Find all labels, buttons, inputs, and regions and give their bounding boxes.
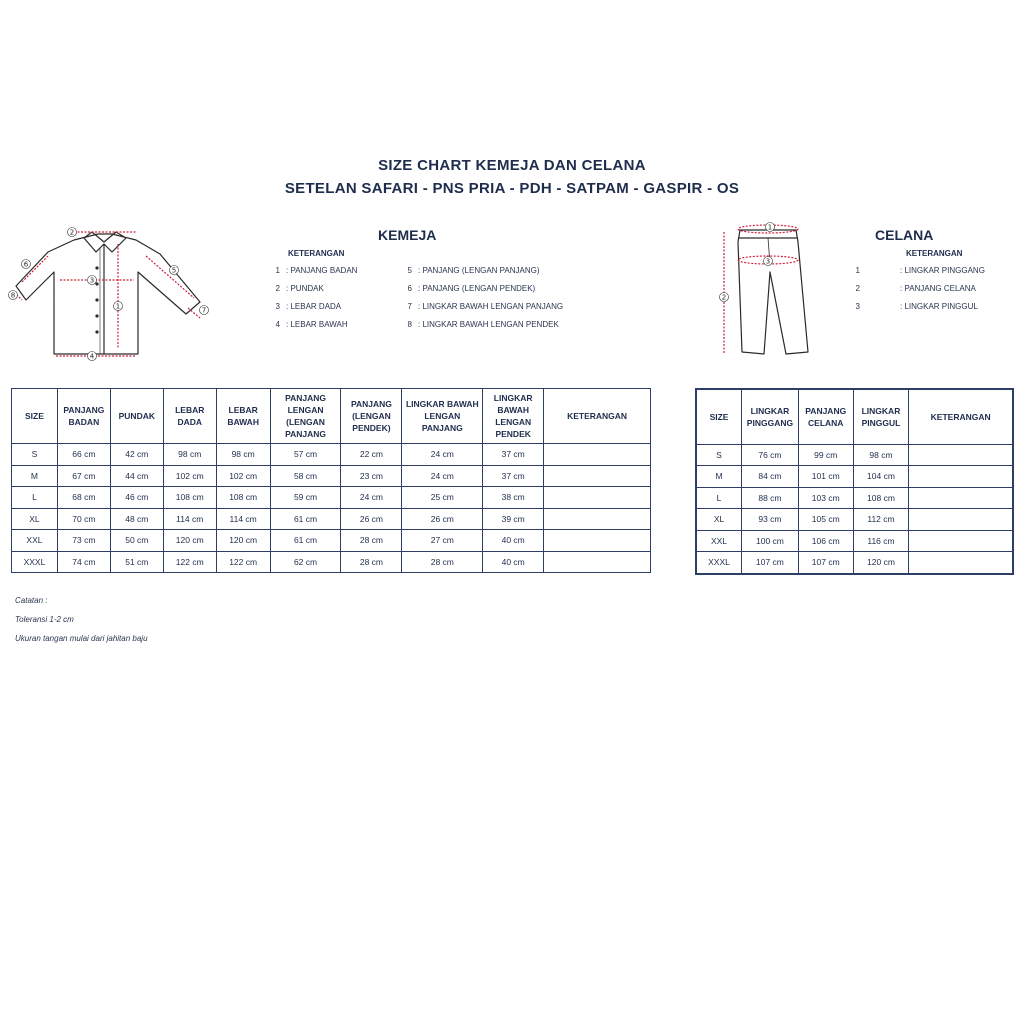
kemeja-legend-item: 6 : PANJANG (LENGAN PENDEK) xyxy=(407,284,536,293)
table-cell: 44 cm xyxy=(110,465,163,487)
celana-table-row xyxy=(696,530,1013,552)
table-cell: 101 cm xyxy=(798,466,853,488)
table-cell: 103 cm xyxy=(798,487,853,509)
table-cell: 39 cm xyxy=(483,508,544,530)
svg-text:2: 2 xyxy=(69,228,75,237)
svg-text:1: 1 xyxy=(115,302,121,311)
table-cell: 37 cm xyxy=(483,444,544,466)
kemeja-col-header: PANJANG BADAN xyxy=(57,389,110,444)
table-cell: 120 cm xyxy=(216,530,270,552)
size-cell: L xyxy=(12,487,58,509)
celana-legend-item: 1 : LINGKAR PINGGANG xyxy=(855,266,985,275)
table-cell: 70 cm xyxy=(57,508,110,530)
table-cell: 114 cm xyxy=(216,508,270,530)
size-cell: XXL xyxy=(696,530,742,552)
notes-line-sleeve: Ukuran tangan mulai dari jahitan baju xyxy=(15,634,148,643)
table-cell: 99 cm xyxy=(798,444,853,466)
table-cell xyxy=(544,487,651,509)
kemeja-size-table xyxy=(11,388,651,573)
celana-legend xyxy=(850,266,985,320)
table-cell: 28 cm xyxy=(402,551,483,573)
size-cell: XL xyxy=(12,508,58,530)
table-cell: 93 cm xyxy=(742,509,799,531)
shirt-marker-5 xyxy=(170,266,179,275)
table-cell xyxy=(909,487,1013,509)
kemeja-legend-item: 8 : LINGKAR BAWAH LENGAN PENDEK xyxy=(407,320,559,329)
table-cell xyxy=(544,530,651,552)
shirt-marker-6 xyxy=(22,260,31,269)
page-title: SIZE CHART KEMEJA DAN CELANA xyxy=(378,157,646,174)
table-cell: 112 cm xyxy=(853,509,909,531)
table-cell: 57 cm xyxy=(270,444,341,466)
table-cell: 50 cm xyxy=(110,530,163,552)
table-cell: 73 cm xyxy=(57,530,110,552)
table-cell: 107 cm xyxy=(742,552,799,574)
shirt-marker-4 xyxy=(88,352,97,361)
celana-col-header: LINGKAR PINGGUL xyxy=(853,389,909,444)
page-subtitle: SETELAN SAFARI - PNS PRIA - PDH - SATPAM - GASPIR - OS xyxy=(284,180,740,197)
svg-text:7: 7 xyxy=(201,306,207,315)
celana-col-header: KETERANGAN xyxy=(909,389,1013,444)
table-cell: 24 cm xyxy=(402,465,483,487)
table-cell: 88 cm xyxy=(742,487,799,509)
kemeja-legend-item: 3 : LEBAR DADA xyxy=(275,302,342,311)
svg-text:8: 8 xyxy=(10,291,16,300)
table-cell xyxy=(544,444,651,466)
table-cell xyxy=(544,465,651,487)
kemeja-col-header: PANJANG LENGAN (LENGAN PANJANG xyxy=(270,389,341,444)
svg-text:6: 6 xyxy=(23,260,29,269)
pants-diagram xyxy=(712,220,812,360)
table-cell: 59 cm xyxy=(270,487,341,509)
celana-heading: CELANA xyxy=(875,227,934,243)
shirt-diagram xyxy=(8,222,216,364)
table-cell: 61 cm xyxy=(270,530,341,552)
size-cell: L xyxy=(696,487,742,509)
celana-col-header: SIZE xyxy=(696,389,742,444)
table-cell: 105 cm xyxy=(798,509,853,531)
table-cell: 74 cm xyxy=(57,551,110,573)
size-cell: S xyxy=(12,444,58,466)
table-cell: 58 cm xyxy=(270,465,341,487)
shirt-marker-3 xyxy=(88,276,97,285)
size-cell: M xyxy=(12,465,58,487)
kemeja-legend-col-right xyxy=(402,266,563,338)
table-cell: 104 cm xyxy=(853,466,909,488)
table-cell: 68 cm xyxy=(57,487,110,509)
table-cell: 76 cm xyxy=(742,444,799,466)
table-cell: 98 cm xyxy=(163,444,216,466)
kemeja-table-row xyxy=(12,530,651,552)
table-cell: 108 cm xyxy=(163,487,216,509)
celana-col-header: LINGKAR PINGGANG xyxy=(742,389,799,444)
table-cell: 37 cm xyxy=(483,465,544,487)
table-cell xyxy=(909,444,1013,466)
size-cell: XXXL xyxy=(12,551,58,573)
shirt-marker-1 xyxy=(114,302,123,311)
kemeja-legend-item: 1 : PANJANG BADAN xyxy=(275,266,358,275)
pants-marker-1 xyxy=(766,223,775,232)
kemeja-legend-item: 2 : PUNDAK xyxy=(275,284,324,293)
celana-legend-item: 3 : LINGKAR PINGGUL xyxy=(855,302,978,311)
celana-col-header: PANJANG CELANA xyxy=(798,389,853,444)
svg-text:1: 1 xyxy=(767,223,773,232)
pants-marker-2 xyxy=(720,293,729,302)
table-cell: 51 cm xyxy=(110,551,163,573)
size-cell: XXL xyxy=(12,530,58,552)
size-cell: XXXL xyxy=(696,552,742,574)
table-cell: 25 cm xyxy=(402,487,483,509)
table-cell: 122 cm xyxy=(163,551,216,573)
kemeja-keterangan-label: KETERANGAN xyxy=(288,249,345,258)
table-cell xyxy=(544,551,651,573)
table-cell: 61 cm xyxy=(270,508,341,530)
celana-table-header-row xyxy=(696,389,1013,444)
kemeja-table-header-row xyxy=(12,389,651,444)
table-cell: 114 cm xyxy=(163,508,216,530)
kemeja-legend-item: 4 : LEBAR BAWAH xyxy=(275,320,348,329)
table-cell: 120 cm xyxy=(163,530,216,552)
table-cell: 108 cm xyxy=(853,487,909,509)
kemeja-col-header: LEBAR DADA xyxy=(163,389,216,444)
table-cell: 84 cm xyxy=(742,466,799,488)
svg-text:3: 3 xyxy=(765,257,771,266)
kemeja-col-header: LINGKAR BAWAH LENGAN PANJANG xyxy=(402,389,483,444)
svg-text:5: 5 xyxy=(171,266,177,275)
table-cell xyxy=(909,466,1013,488)
celana-table-row xyxy=(696,466,1013,488)
table-cell: 106 cm xyxy=(798,530,853,552)
table-cell: 28 cm xyxy=(341,551,402,573)
table-cell: 66 cm xyxy=(57,444,110,466)
table-cell: 100 cm xyxy=(742,530,799,552)
kemeja-col-header: PUNDAK xyxy=(110,389,163,444)
table-cell: 40 cm xyxy=(483,530,544,552)
svg-text:3: 3 xyxy=(89,276,95,285)
table-cell: 26 cm xyxy=(341,508,402,530)
kemeja-table-row xyxy=(12,508,651,530)
table-cell: 46 cm xyxy=(110,487,163,509)
celana-keterangan-label: KETERANGAN xyxy=(906,249,963,258)
shirt-marker-8 xyxy=(9,291,18,300)
kemeja-col-header: LINGKAR BAWAH LENGAN PENDEK xyxy=(483,389,544,444)
notes-label: Catatan : xyxy=(15,596,48,605)
table-cell: 98 cm xyxy=(853,444,909,466)
table-cell xyxy=(909,509,1013,531)
size-cell: XL xyxy=(696,509,742,531)
kemeja-table-row xyxy=(12,444,651,466)
kemeja-table-row xyxy=(12,465,651,487)
table-cell: 28 cm xyxy=(341,530,402,552)
kemeja-col-header: SIZE xyxy=(12,389,58,444)
size-cell: M xyxy=(696,466,742,488)
table-cell: 98 cm xyxy=(216,444,270,466)
table-cell: 22 cm xyxy=(341,444,402,466)
svg-text:4: 4 xyxy=(89,352,95,361)
table-cell: 122 cm xyxy=(216,551,270,573)
pants-marker-3 xyxy=(764,257,773,266)
table-cell: 27 cm xyxy=(402,530,483,552)
celana-table-row xyxy=(696,509,1013,531)
kemeja-col-header: PANJANG (LENGAN PENDEK) xyxy=(341,389,402,444)
table-cell xyxy=(909,530,1013,552)
table-cell: 40 cm xyxy=(483,551,544,573)
table-cell: 48 cm xyxy=(110,508,163,530)
table-cell: 107 cm xyxy=(798,552,853,574)
table-cell: 62 cm xyxy=(270,551,341,573)
kemeja-legend-item: 5 : PANJANG (LENGAN PANJANG) xyxy=(407,266,540,275)
kemeja-col-header: KETERANGAN xyxy=(544,389,651,444)
table-cell: 38 cm xyxy=(483,487,544,509)
notes-line-tolerance: Toleransi 1-2 cm xyxy=(15,615,74,624)
shirt-marker-2 xyxy=(68,228,77,237)
table-cell xyxy=(544,508,651,530)
kemeja-col-header: LEBAR BAWAH xyxy=(216,389,270,444)
table-cell: 116 cm xyxy=(853,530,909,552)
svg-text:2: 2 xyxy=(721,293,727,302)
table-cell: 108 cm xyxy=(216,487,270,509)
shirt-marker-7 xyxy=(200,306,209,315)
table-cell: 67 cm xyxy=(57,465,110,487)
celana-table-row xyxy=(696,552,1013,574)
table-cell: 120 cm xyxy=(853,552,909,574)
kemeja-table-row xyxy=(12,551,651,573)
kemeja-table-row xyxy=(12,487,651,509)
table-cell: 26 cm xyxy=(402,508,483,530)
table-cell: 102 cm xyxy=(163,465,216,487)
table-cell: 24 cm xyxy=(341,487,402,509)
kemeja-legend-item: 7 : LINGKAR BAWAH LENGAN PANJANG xyxy=(407,302,564,311)
size-cell: S xyxy=(696,444,742,466)
table-cell: 42 cm xyxy=(110,444,163,466)
table-cell xyxy=(909,552,1013,574)
celana-legend-item: 2 : PANJANG CELANA xyxy=(855,284,976,293)
celana-table-row xyxy=(696,444,1013,466)
table-cell: 24 cm xyxy=(402,444,483,466)
kemeja-heading: KEMEJA xyxy=(378,227,437,243)
celana-size-table xyxy=(695,388,1014,575)
table-cell: 102 cm xyxy=(216,465,270,487)
celana-table-row xyxy=(696,487,1013,509)
table-cell: 23 cm xyxy=(341,465,402,487)
kemeja-legend-col-left xyxy=(270,266,357,338)
